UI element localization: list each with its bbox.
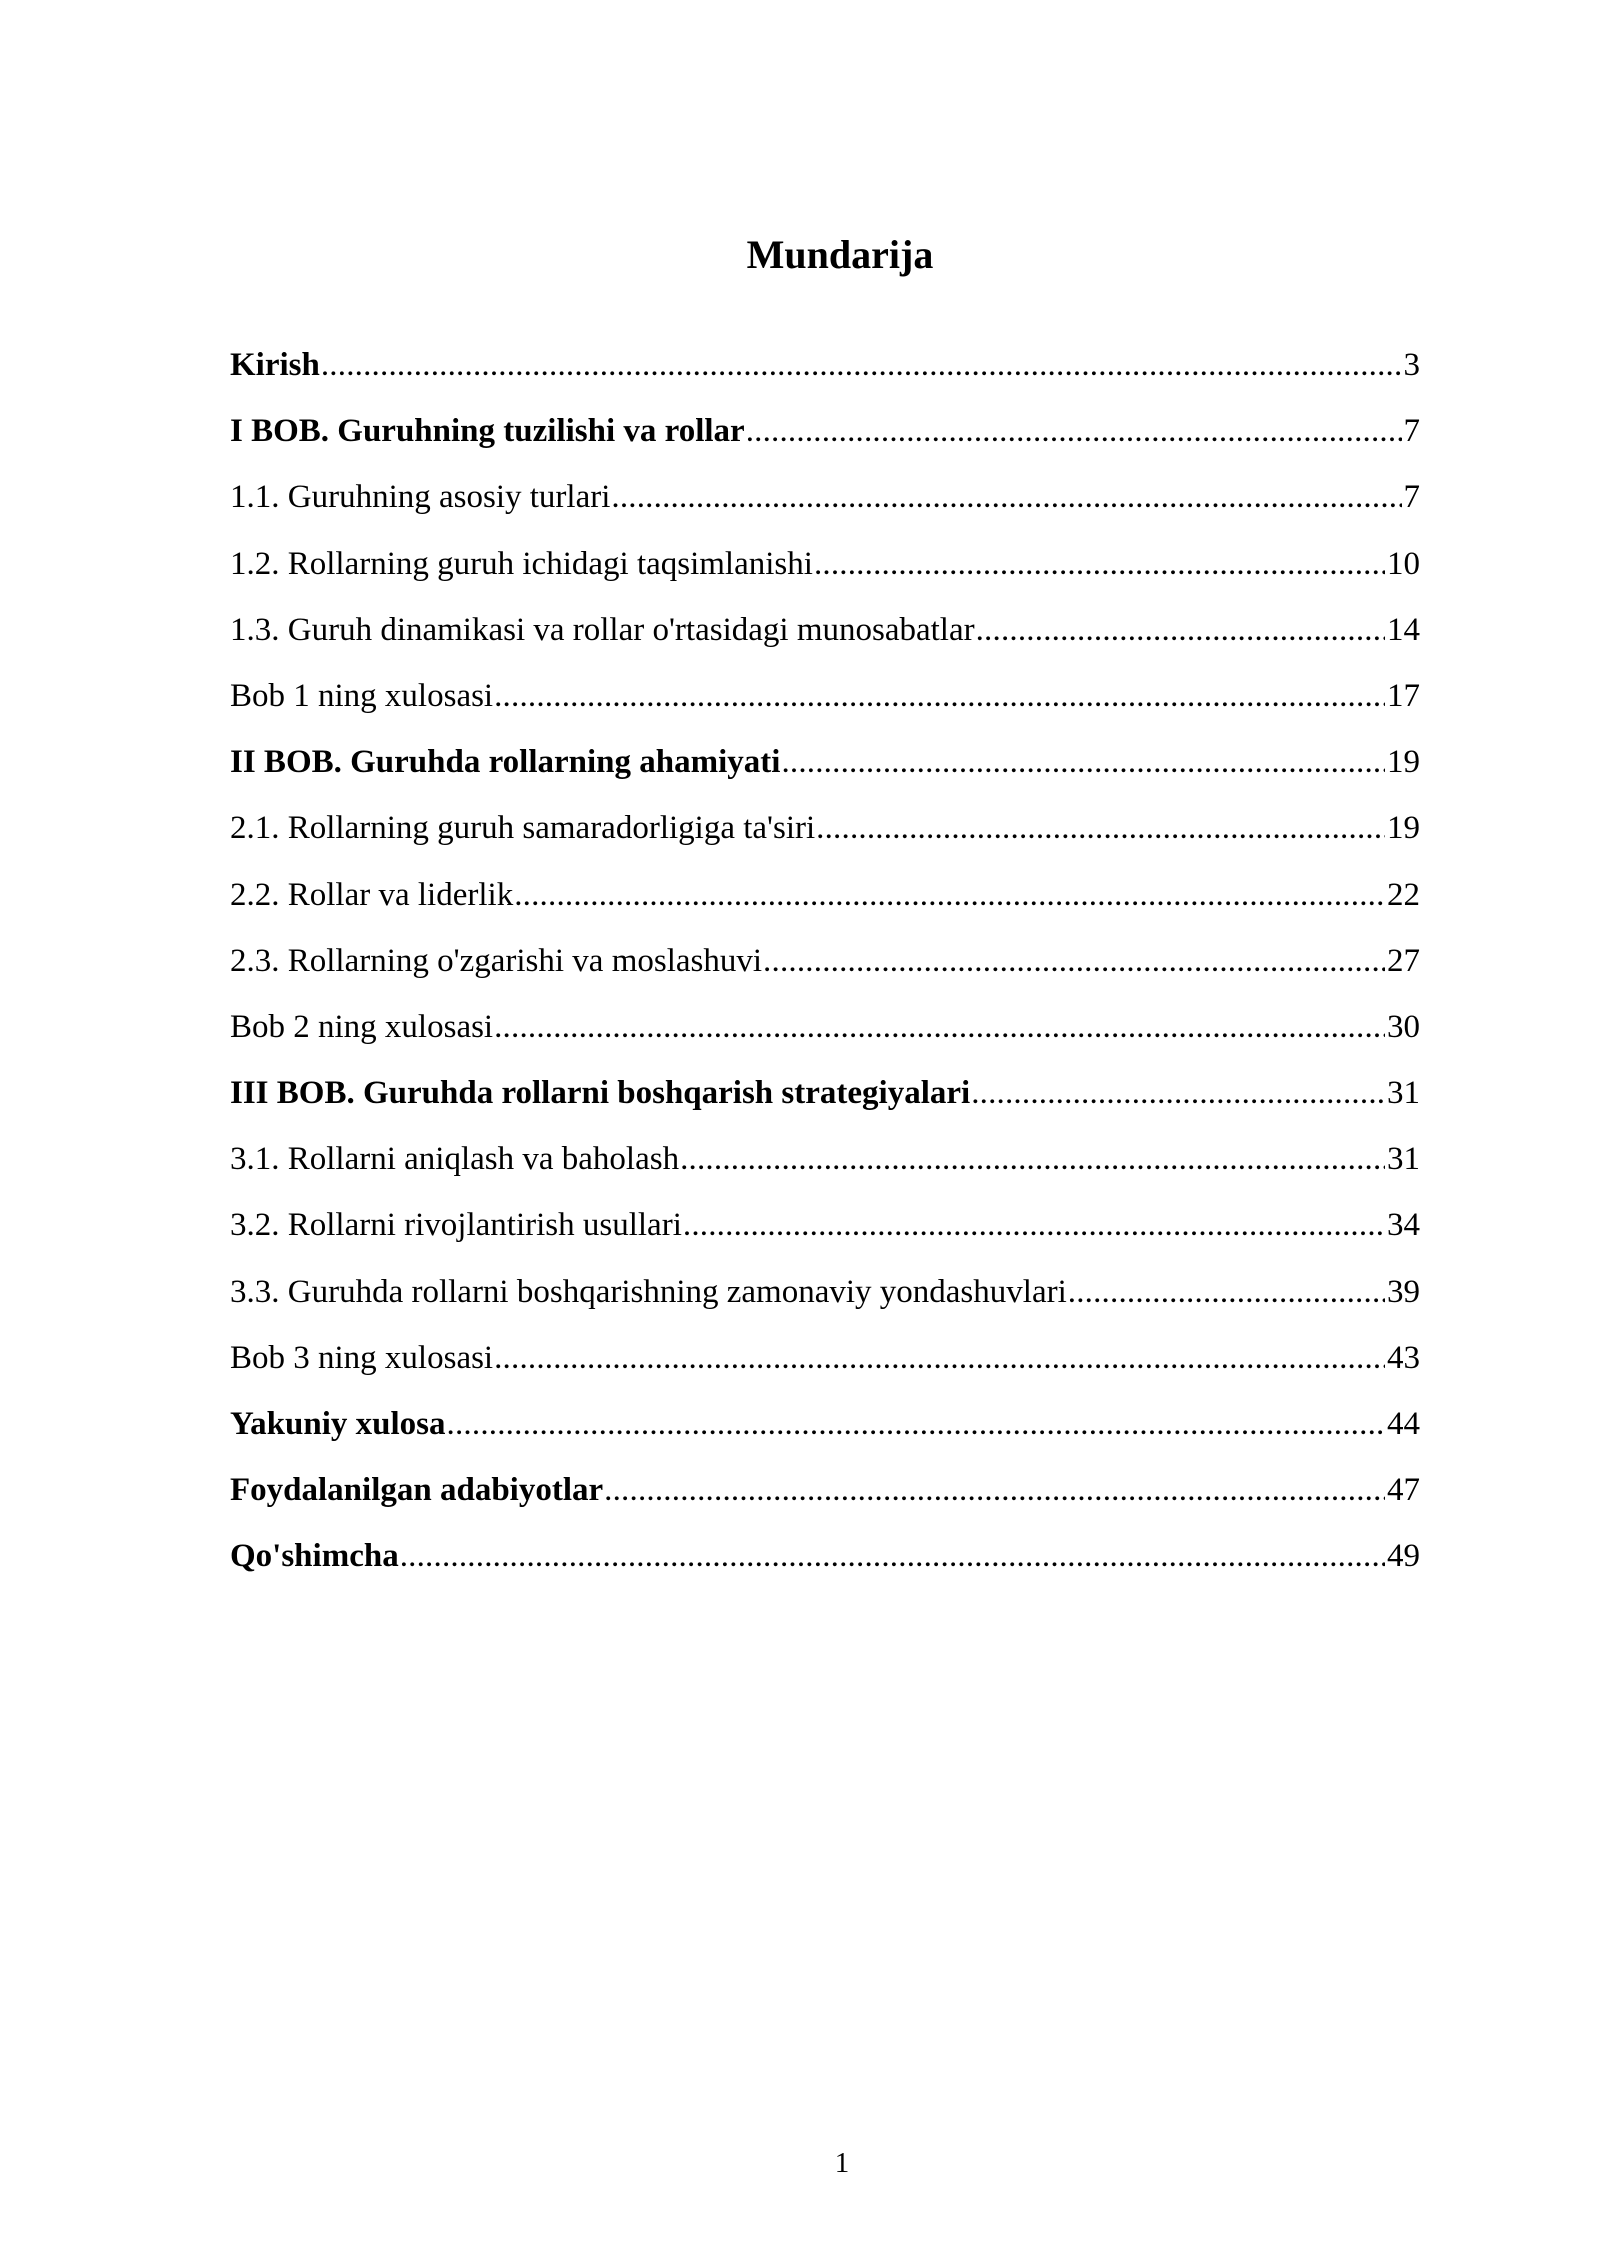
- toc-dot-leader: [321, 345, 1402, 385]
- toc-entry-label: 1.1. Guruhning asosiy turlari: [230, 479, 611, 516]
- toc-entry-label: 3.3. Guruhda rollarni boshqarishning zamonaviy yondashuvlari: [230, 1273, 1067, 1310]
- toc-entry[interactable]: [230, 544, 1420, 610]
- toc-entry-page: 7: [1403, 479, 1420, 516]
- toc-entry-page: 19: [1387, 810, 1420, 847]
- toc-entry-label: II BOB. Guruhda rollarning ahamiyati: [230, 744, 781, 781]
- toc-dot-leader: [976, 610, 1385, 650]
- toc-entry[interactable]: [230, 1338, 1420, 1404]
- toc-entry[interactable]: [230, 808, 1420, 874]
- toc-entry[interactable]: [230, 610, 1420, 676]
- toc-entry-page: 39: [1387, 1273, 1420, 1310]
- toc-entry-page: 22: [1387, 876, 1420, 913]
- toc-entry-label: 2.2. Rollar va liderlik: [230, 876, 514, 913]
- toc-entry-page: 34: [1387, 1207, 1420, 1244]
- toc-dot-leader: [781, 742, 1385, 782]
- toc-entry-page: 49: [1387, 1538, 1420, 1575]
- toc-entry[interactable]: [230, 1536, 1420, 1602]
- toc-entry[interactable]: [230, 1205, 1420, 1271]
- toc-entry-label: Qo'shimcha: [230, 1538, 399, 1575]
- toc-entry-label: Foydalanilgan adabiyotlar: [230, 1472, 604, 1509]
- toc-dot-leader: [400, 1536, 1385, 1576]
- toc-entry-page: 47: [1387, 1472, 1420, 1509]
- toc-entry[interactable]: [230, 411, 1420, 477]
- toc-entry-label: 2.1. Rollarning guruh samaradorligiga ta'siri: [230, 810, 816, 847]
- toc-entry-label: Yakuniy xulosa: [230, 1406, 446, 1442]
- toc-entry-page: 3: [1403, 347, 1420, 383]
- toc-entry-label: Bob 3 ning xulosasi: [230, 1339, 494, 1376]
- toc-dot-leader: [447, 1404, 1385, 1444]
- toc-entry[interactable]: [230, 477, 1420, 543]
- toc-entry[interactable]: [230, 742, 1420, 808]
- toc-dot-leader: [746, 411, 1402, 451]
- toc-entry[interactable]: [230, 941, 1420, 1007]
- toc-entry-label: I BOB. Guruhning tuzilishi va rollar: [230, 413, 745, 450]
- toc-dot-leader: [611, 477, 1401, 517]
- toc-dot-leader: [1068, 1272, 1385, 1312]
- toc-entry-page: 19: [1387, 744, 1420, 781]
- toc-dot-leader: [494, 1338, 1385, 1378]
- toc-entry-page: 10: [1387, 545, 1420, 582]
- toc-entry-label: Bob 2 ning xulosasi: [230, 1008, 494, 1045]
- toc-entry-page: 17: [1387, 677, 1420, 714]
- toc-entry[interactable]: [230, 1007, 1420, 1073]
- toc-entry[interactable]: [230, 1073, 1420, 1139]
- toc-entry-label: 1.3. Guruh dinamikasi va rollar o'rtasidagi munosabatlar: [230, 611, 975, 648]
- page-title: Mundarija: [746, 231, 934, 277]
- toc-entry-label: III BOB. Guruhda rollarni boshqarish strategiyalari: [230, 1075, 971, 1112]
- toc-entry[interactable]: [230, 1404, 1420, 1470]
- toc-entry[interactable]: [230, 345, 1420, 411]
- toc-entry-page: 43: [1387, 1339, 1420, 1376]
- toc-entry[interactable]: [230, 1470, 1420, 1536]
- toc-entry-page: 31: [1387, 1075, 1420, 1112]
- toc-entry-page: 14: [1387, 611, 1420, 648]
- toc-dot-leader: [763, 941, 1385, 981]
- toc-dot-leader: [816, 808, 1385, 848]
- toc-entry[interactable]: [230, 676, 1420, 742]
- toc-dot-leader: [680, 1139, 1385, 1179]
- toc-entry-page: 7: [1403, 413, 1420, 450]
- toc-entry[interactable]: [230, 875, 1420, 941]
- toc-entry-label: 2.3. Rollarning o'zgarishi va moslashuvi: [230, 942, 763, 979]
- toc-entry-label: Kirish: [230, 347, 320, 383]
- toc-dot-leader: [683, 1205, 1385, 1245]
- toc-dot-leader: [814, 544, 1385, 584]
- toc-entry-page: 30: [1387, 1008, 1420, 1045]
- toc-entry-label: 3.2. Rollarni rivojlantirish usullari: [230, 1207, 682, 1244]
- toc-entry-page: 27: [1387, 942, 1420, 979]
- toc-dot-leader: [494, 676, 1385, 716]
- table-of-contents: [230, 345, 1420, 1603]
- toc-entry-label: Bob 1 ning xulosasi: [230, 677, 494, 714]
- toc-entry-label: 3.1. Rollarni aniqlash va baholash: [230, 1141, 680, 1178]
- toc-entry-page: 44: [1387, 1406, 1420, 1442]
- toc-entry[interactable]: [230, 1272, 1420, 1338]
- toc-dot-leader: [604, 1470, 1385, 1510]
- page-number: 1: [834, 2147, 850, 2179]
- toc-dot-leader: [514, 875, 1385, 915]
- toc-dot-leader: [494, 1007, 1385, 1047]
- toc-dot-leader: [971, 1073, 1385, 1113]
- toc-entry-label: 1.2. Rollarning guruh ichidagi taqsimlanishi: [230, 545, 813, 582]
- toc-entry-page: 31: [1387, 1141, 1420, 1178]
- toc-entry[interactable]: [230, 1139, 1420, 1205]
